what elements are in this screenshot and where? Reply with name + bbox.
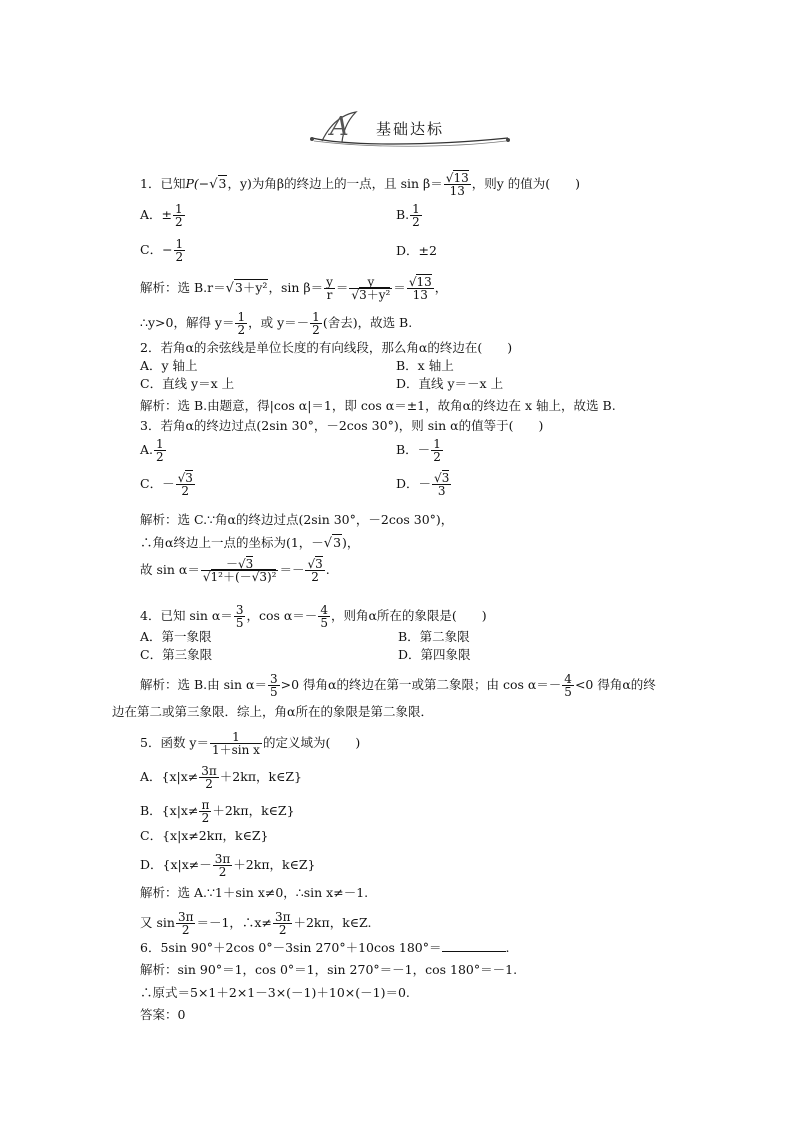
q6-solution-line1: 解析：sin 90°＝1，cos 0°＝1，sin 270°＝－1，cos 180°＝－1. bbox=[140, 962, 518, 977]
q2-option-a: A．y 轴上 bbox=[140, 358, 198, 373]
q3-stem: 3．若角α的终边过点(2sin 30°，－2cos 30°)，则 sin α的值等于( ) bbox=[140, 418, 544, 433]
q5-option-d: D．{x|x≠－ $\frac{3\pi}{2}$ ＋2kπ，k∈Z} bbox=[140, 852, 316, 879]
q3-solution-line2: ∴角α终边上一点的坐标为(1，－√3)， bbox=[140, 535, 360, 551]
q4-option-d: D．第四象限 bbox=[398, 647, 471, 662]
q4-option-a: A．第一象限 bbox=[140, 629, 212, 644]
q5-option-a: A．{x|x≠ $\frac{3\pi}{2}$ ＋2kπ，k∈Z} bbox=[140, 764, 303, 791]
q3-option-b: B．－ $\frac{1}{2}$ bbox=[396, 437, 441, 464]
q1-option-a: A．± $\frac{1}{2}$ bbox=[140, 202, 183, 229]
q1-option-d: D．±2 bbox=[396, 243, 437, 258]
q1-solution-line1: 解析：选 B.r＝√3＋y²，sin β＝ $\frac{y}{r}$ ＝ $\frac{y}{\text{√3＋y²}}$ ＝ $\frac{√13}{13}$ ， bbox=[140, 275, 448, 302]
q2-option-d: D．直线 y＝－x 上 bbox=[396, 376, 504, 391]
header-logo-letter: A bbox=[330, 112, 349, 142]
q2-stem: 2．若角α的余弦线是单位长度的有向线段，那么角α的终边在( ) bbox=[140, 340, 513, 355]
q6-stem: 6．5sin 90°＋2cos 0°－3sin 270°＋10cos 180°＝ . bbox=[140, 940, 510, 955]
q5-option-c: C．{x|x≠2kπ，k∈Z} bbox=[140, 828, 269, 843]
q4-solution-line1: 解析：选 B.由 sin α＝ $\frac{3}{5}$ >0 得角α的终边在第一或第二象限；由 cos α＝－ $\frac{4}{5}$ <0 得角α的终 bbox=[140, 672, 656, 699]
q2-option-b: B．x 轴上 bbox=[396, 358, 454, 373]
q1-solution-line2: ∴y>0，解得 y＝ $\frac{1}{2}$ ，或 y＝－ $\frac{1}{2}$ (舍去)，故选 B. bbox=[140, 310, 413, 337]
answer-blank[interactable] bbox=[442, 940, 506, 952]
q3-option-a: A. $\frac{1}{2}$ bbox=[140, 437, 164, 464]
q5-option-b: B．{x|x≠ $\frac{\pi}{2}$ ＋2kπ，k∈Z} bbox=[140, 798, 295, 825]
q3-solution-line3: 故 sin α＝ $\frac{-√3}{\text{√1²＋(－√3)²}}$ ＝－ $\frac{√3}{2}$ . bbox=[140, 557, 330, 584]
q4-option-c: C．第三象限 bbox=[140, 647, 213, 662]
q6-answer: 答案：0 bbox=[140, 1007, 186, 1022]
q5-stem: 5．函数 y＝ $\frac{1}{\text{1＋sin x}}$ 的定义域为( ) bbox=[140, 730, 361, 757]
q4-solution-line2: 边在第二或第三象限．综上，角α所在的象限是第二象限． bbox=[112, 704, 433, 719]
q2-option-c: C．直线 y＝x 上 bbox=[140, 376, 235, 391]
q1-option-b: B. $\frac{1}{2}$ bbox=[396, 202, 420, 229]
q2-solution: 解析：选 B.由题意，得|cos α|＝1，即 cos α＝±1，故角α的终边在 x 轴上，故选 B. bbox=[140, 398, 616, 413]
q1-option-c: C．− $\frac{1}{2}$ bbox=[140, 237, 184, 264]
q6-solution-line2: ∴原式＝5×1＋2×1－3×(－1)＋10×(－1)＝0. bbox=[140, 985, 410, 1000]
q3-solution-line1: 解析：选 C.∵角α的终边过点(2sin 30°，－2cos 30°)， bbox=[140, 512, 454, 527]
q5-solution-line1: 解析：选 A.∵1＋sin x≠0，∴sin x≠－1. bbox=[140, 885, 369, 900]
section-title: 基础达标 bbox=[376, 120, 445, 138]
q4-option-b: B．第二象限 bbox=[398, 629, 470, 644]
q5-solution-line2: 又 sin $\frac{3\pi}{2}$ ＝－1，∴x≠ $\frac{3\pi}{2}$ ＋2kπ，k∈Z. bbox=[140, 910, 372, 937]
q4-stem: 4．已知 sin α＝ $\frac{3}{5}$ ，cos α＝－ $\frac{4}{5}$ ，则角α所在的象限是( ) bbox=[140, 603, 487, 630]
q3-option-c: C．－ $\frac{√3}{2}$ bbox=[140, 471, 193, 498]
q1-stem: 1．已知P(−√3，y)为角β的终边上的一点，且 sin β＝ $\frac{√13}{13}$ ，则y 的值为( ) bbox=[140, 171, 581, 198]
q3-option-d: D．－ $\frac{√3}{3}$ bbox=[396, 471, 450, 498]
